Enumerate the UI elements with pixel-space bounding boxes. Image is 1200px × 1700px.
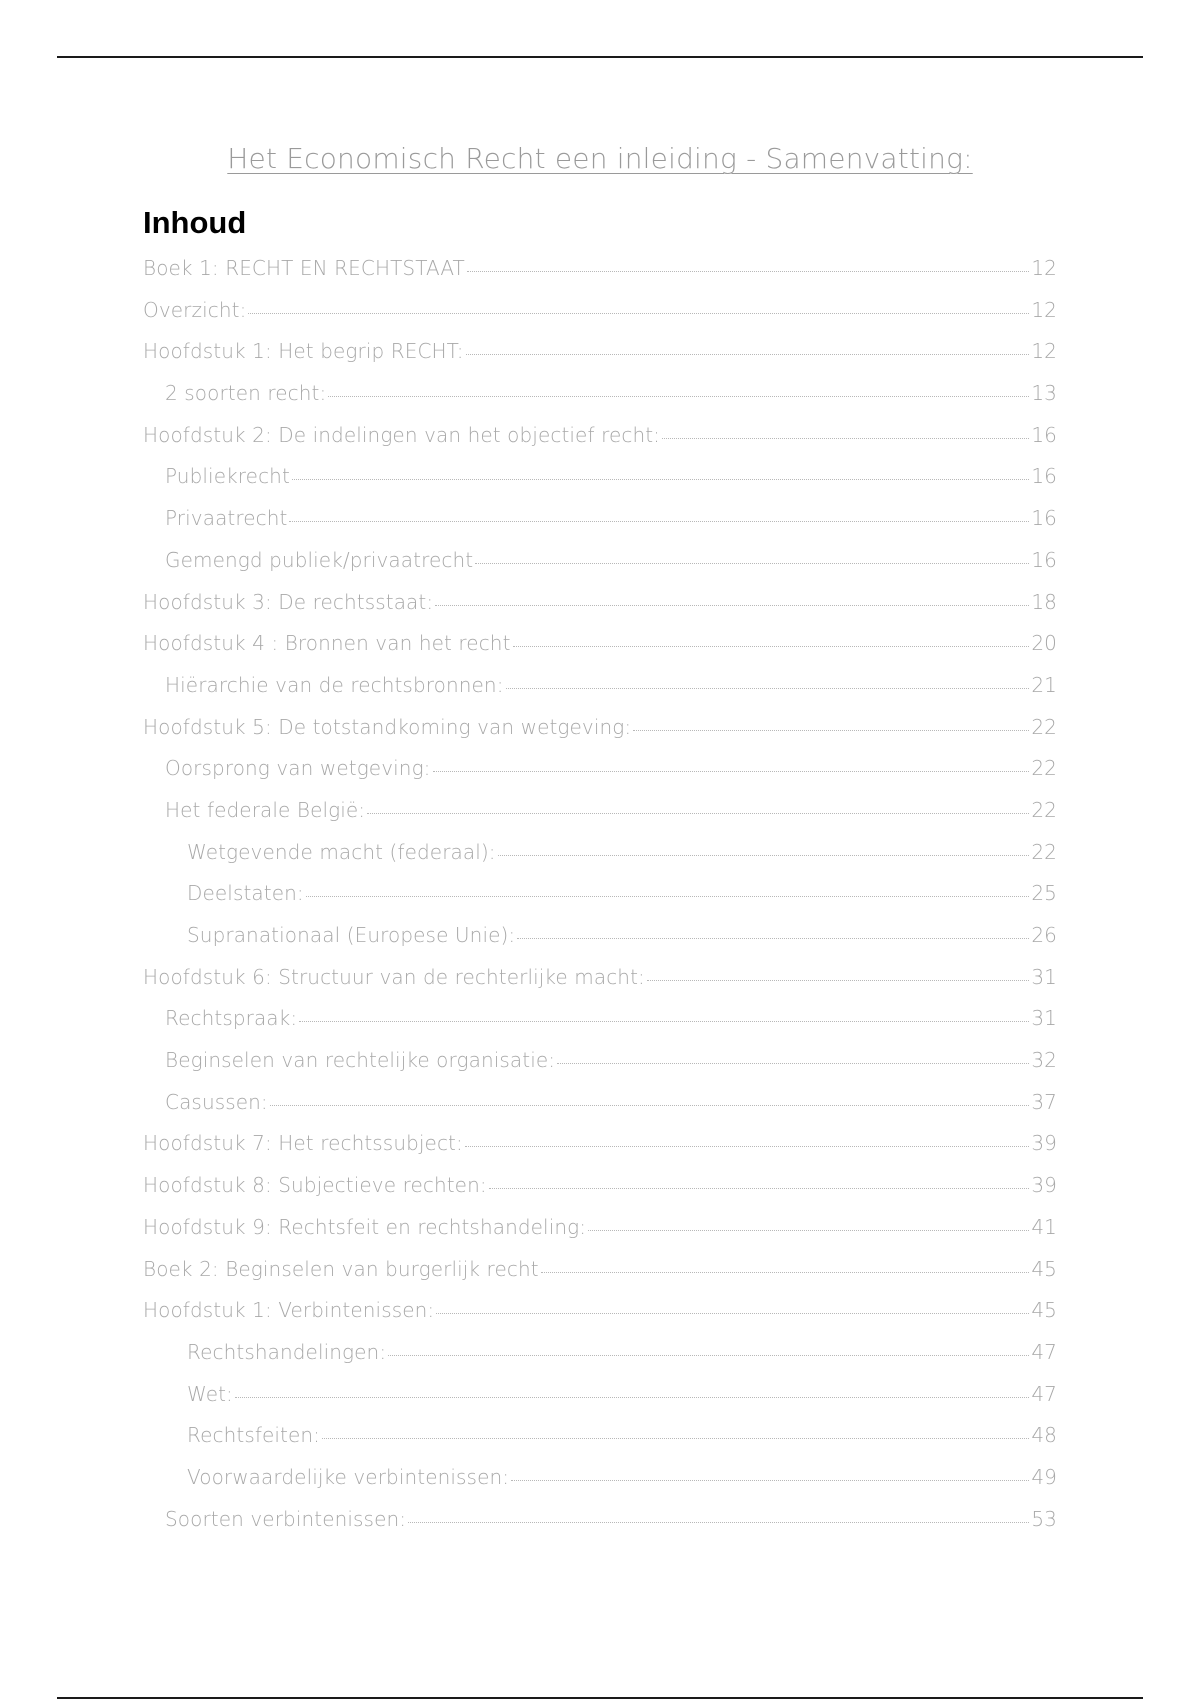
toc-entry[interactable] <box>143 506 1057 548</box>
toc-entry[interactable] <box>143 1298 1057 1340</box>
toc-leader-dots <box>517 937 1029 939</box>
toc-leader-dots <box>511 1479 1029 1481</box>
toc-entry-page-number: 22 <box>1031 756 1057 781</box>
toc-entry-page-number: 41 <box>1031 1214 1057 1239</box>
document-title-text: Het Economisch Recht een inleiding - Samenvatting: <box>227 142 973 175</box>
toc-entry-page-number: 45 <box>1031 1298 1057 1323</box>
header-rule <box>57 56 1143 58</box>
toc-entry-text: Rechtspraak: <box>165 1006 298 1031</box>
toc-entry-text: Rechtsfeiten: <box>187 1423 320 1448</box>
toc-leader-dots <box>388 1354 1029 1356</box>
toc-entry[interactable] <box>143 1423 1057 1465</box>
toc-entry-page-number: 16 <box>1031 547 1057 572</box>
toc-entry[interactable] <box>143 631 1057 673</box>
toc-entry[interactable] <box>143 756 1057 798</box>
toc-entry-page-number: 16 <box>1031 422 1057 447</box>
toc-leader-dots <box>433 770 1030 772</box>
toc-leader-dots <box>467 270 1029 272</box>
toc-entry-page-number: 12 <box>1031 256 1057 280</box>
toc-leader-dots <box>647 979 1029 981</box>
toc-leader-dots <box>513 645 1030 647</box>
toc-entry-page-number: 16 <box>1031 506 1057 531</box>
toc-entry-text: Hoofdstuk 1: Verbintenissen: <box>143 1298 435 1323</box>
toc-entry-text: Casussen: <box>165 1089 268 1114</box>
toc-entry-text: Rechtshandelingen: <box>187 1339 387 1364</box>
toc-entry-page-number: 22 <box>1031 714 1057 739</box>
toc-entry-text: Hoofdstuk 9: Rechtsfeit en rechtshandeling: <box>143 1214 587 1239</box>
toc-leader-dots <box>435 604 1029 606</box>
toc-entry[interactable] <box>143 673 1057 715</box>
toc-entry[interactable] <box>143 548 1057 590</box>
toc-entry-text: Beginselen van rechtelijke organisatie: <box>165 1048 556 1073</box>
toc-entry-page-number: 47 <box>1031 1339 1057 1364</box>
toc-entry[interactable] <box>143 1465 1057 1507</box>
toc-entry-page-number: 31 <box>1031 964 1057 989</box>
toc-leader-dots <box>367 812 1029 814</box>
toc-entry-text: Hoofdstuk 7: Het rechtssubject: <box>143 1131 463 1156</box>
toc-entry-page-number: 32 <box>1031 1048 1057 1073</box>
toc-entry-page-number: 26 <box>1031 923 1057 947</box>
toc-leader-dots <box>270 1104 1030 1106</box>
toc-entry[interactable] <box>143 923 1057 965</box>
toc-entry-page-number: 18 <box>1031 589 1057 614</box>
toc-entry-text: Hiërarchie van de rechtsbronnen: <box>165 672 504 697</box>
toc-leader-dots <box>506 687 1030 689</box>
table-of-contents <box>143 256 1057 1548</box>
toc-entry-page-number: 22 <box>1031 797 1057 822</box>
toc-leader-dots <box>662 437 1029 439</box>
toc-entry[interactable] <box>143 1090 1057 1132</box>
toc-entry[interactable] <box>143 1048 1057 1090</box>
toc-leader-dots <box>633 729 1029 731</box>
toc-leader-dots <box>322 1437 1029 1439</box>
toc-leader-dots <box>557 1062 1029 1064</box>
toc-leader-dots <box>306 895 1030 897</box>
toc-leader-dots <box>292 478 1029 480</box>
toc-entry-text: Oorsprong van wetgeving: <box>165 756 431 781</box>
toc-entry-page-number: 12 <box>1031 297 1057 322</box>
toc-entry-page-number: 16 <box>1031 464 1057 489</box>
toc-leader-dots <box>541 1271 1030 1273</box>
toc-entry[interactable] <box>143 1257 1057 1299</box>
toc-entry[interactable] <box>143 256 1057 298</box>
toc-entry-page-number: 45 <box>1031 1256 1057 1281</box>
toc-entry-text: Supranationaal (Europese Unie): <box>187 923 516 947</box>
toc-entry-page-number: 12 <box>1031 339 1057 364</box>
toc-entry-page-number: 21 <box>1031 672 1057 697</box>
toc-entry-page-number: 13 <box>1031 381 1057 406</box>
toc-entry-page-number: 22 <box>1031 839 1057 864</box>
toc-leader-dots <box>466 353 1030 355</box>
toc-entry-text: Publiekrecht <box>165 464 290 489</box>
toc-entry-page-number: 53 <box>1031 1506 1057 1531</box>
toc-entry[interactable] <box>143 464 1057 506</box>
toc-entry-page-number: 47 <box>1031 1381 1057 1406</box>
toc-entry-page-number: 20 <box>1031 631 1057 656</box>
toc-entry-text: Overzicht: <box>143 297 247 322</box>
toc-entry-text: Wetgevende macht (federaal): <box>187 839 496 864</box>
toc-entry-text: Wet: <box>187 1381 233 1406</box>
toc-leader-dots <box>299 1020 1029 1022</box>
toc-entry[interactable] <box>143 1131 1057 1173</box>
toc-leader-dots <box>475 562 1029 564</box>
toc-entry-page-number: 31 <box>1031 1006 1057 1031</box>
toc-entry[interactable] <box>143 965 1057 1007</box>
toc-leader-dots <box>248 312 1029 314</box>
document-title <box>0 142 1200 175</box>
toc-entry-text: Hoofdstuk 2: De indelingen van het objectief recht: <box>143 422 661 447</box>
toc-leader-dots <box>489 1187 1030 1189</box>
toc-entry[interactable] <box>143 1507 1057 1549</box>
toc-entry-text: Hoofdstuk 5: De totstandkoming van wetgeving: <box>143 714 632 739</box>
toc-entry-page-number: 39 <box>1031 1173 1057 1198</box>
toc-leader-dots <box>289 520 1029 522</box>
toc-entry[interactable] <box>143 798 1057 840</box>
toc-entry-page-number: 49 <box>1031 1464 1057 1489</box>
toc-entry-text: Gemengd publiek/privaatrecht <box>165 547 474 572</box>
toc-leader-dots <box>408 1521 1029 1523</box>
toc-leader-dots <box>498 854 1030 856</box>
toc-leader-dots <box>235 1396 1029 1398</box>
footer-rule <box>57 1697 1143 1699</box>
toc-heading: Inhoud <box>143 205 247 240</box>
toc-entry-text: Privaatrecht <box>165 506 288 531</box>
toc-entry-text: Deelstaten: <box>187 881 304 906</box>
toc-entry[interactable] <box>143 1173 1057 1215</box>
toc-entry-text: 2 soorten recht: <box>165 381 327 406</box>
toc-entry[interactable] <box>143 298 1057 340</box>
toc-entry[interactable] <box>143 381 1057 423</box>
toc-entry[interactable] <box>143 590 1057 632</box>
toc-leader-dots <box>465 1145 1030 1147</box>
toc-entry-text: Hoofdstuk 3: De rechtsstaat: <box>143 589 434 614</box>
toc-entry[interactable] <box>143 715 1057 757</box>
toc-entry[interactable] <box>143 339 1057 381</box>
toc-entry[interactable] <box>143 1006 1057 1048</box>
toc-entry-text: Voorwaardelijke verbintenissen: <box>187 1464 510 1489</box>
toc-entry[interactable] <box>143 1382 1057 1424</box>
toc-entry-page-number: 48 <box>1031 1423 1057 1448</box>
toc-entry-text: Hoofdstuk 6: Structuur van de rechterlijke macht: <box>143 964 645 989</box>
toc-leader-dots <box>588 1229 1029 1231</box>
toc-entry-text: Hoofdstuk 4 : Bronnen van het recht <box>143 631 511 656</box>
toc-entry[interactable] <box>143 1340 1057 1382</box>
toc-leader-dots <box>328 395 1029 397</box>
toc-entry-page-number: 39 <box>1031 1131 1057 1156</box>
toc-entry-text: Het federale België: <box>165 797 366 822</box>
toc-entry[interactable] <box>143 840 1057 882</box>
toc-entry-page-number: 37 <box>1031 1089 1057 1114</box>
toc-entry-text: Boek 2: Beginselen van burgerlijk recht <box>143 1256 539 1281</box>
toc-entry-text: Hoofdstuk 1: Het begrip RECHT: <box>143 339 464 364</box>
toc-entry-page-number: 25 <box>1031 881 1057 906</box>
toc-leader-dots <box>436 1312 1029 1314</box>
toc-entry-text: Boek 1: RECHT EN RECHTSTAAT <box>143 256 465 280</box>
toc-entry-text: Hoofdstuk 8: Subjectieve rechten: <box>143 1173 487 1198</box>
toc-entry[interactable] <box>143 1215 1057 1257</box>
toc-entry[interactable] <box>143 881 1057 923</box>
toc-entry-text: Soorten verbintenissen: <box>165 1506 407 1531</box>
toc-entry[interactable] <box>143 423 1057 465</box>
